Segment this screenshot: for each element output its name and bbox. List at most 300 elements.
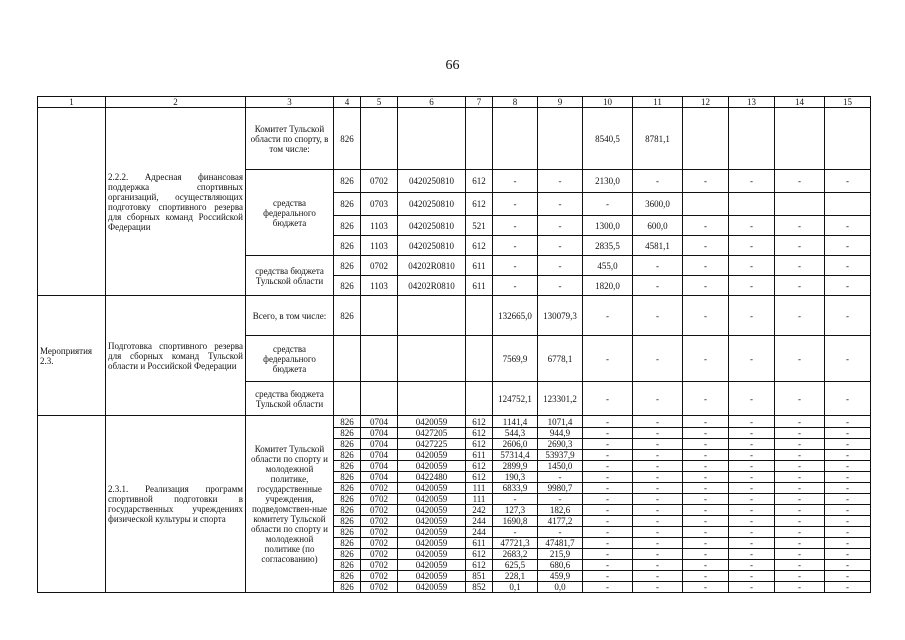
table-cell: 826	[334, 416, 361, 428]
table-cell: -	[729, 483, 775, 494]
table-cell: 0702	[361, 516, 398, 527]
table-cell: -	[583, 472, 633, 483]
table-cell: 0427205	[398, 428, 466, 439]
table-cell: 826	[334, 193, 361, 216]
table-cell: 0420059	[398, 560, 466, 571]
table-cell: -	[538, 193, 583, 216]
table-cell: 0702	[361, 494, 398, 505]
table-cell	[361, 382, 398, 416]
table-cell: 0420059	[398, 461, 466, 472]
table-cell: 0702	[361, 560, 398, 571]
table-cell: 0703	[361, 193, 398, 216]
table-cell: -	[729, 549, 775, 560]
table-cell: 0420059	[398, 494, 466, 505]
table-cell: -	[683, 382, 729, 416]
page-number: 66	[445, 58, 460, 73]
table-cell: -	[775, 416, 825, 428]
table-cell: -	[538, 216, 583, 236]
table-cell: -	[775, 276, 825, 296]
table-cell: 455,0	[583, 256, 633, 276]
table-cell	[729, 108, 775, 170]
table-cell: 612	[466, 472, 493, 483]
table-cell: -	[729, 527, 775, 538]
table-cell: 47481,7	[538, 538, 583, 549]
table-cell: -	[633, 527, 683, 538]
table-cell: -	[633, 549, 683, 560]
table-cell: -	[633, 538, 683, 549]
table-cell: 611	[466, 538, 493, 549]
table-cell	[683, 108, 729, 170]
table-cell: -	[583, 193, 633, 216]
table-cell: -	[825, 582, 871, 593]
table-cell: -	[729, 538, 775, 549]
table-cell: -	[683, 450, 729, 461]
table-cell: 2690,3	[538, 439, 583, 450]
table-cell: 0702	[361, 170, 398, 193]
table-cell: -	[775, 527, 825, 538]
column-header: 1	[38, 97, 106, 108]
table-cell: 625,5	[493, 560, 538, 571]
table-cell: -	[633, 483, 683, 494]
table-cell: -	[538, 236, 583, 256]
table-cell: 0420059	[398, 571, 466, 582]
table-cell: -	[683, 256, 729, 276]
table-cell: 611	[466, 276, 493, 296]
table-cell: 1690,8	[493, 516, 538, 527]
table-cell: -	[729, 428, 775, 439]
table-cell: 0702	[361, 582, 398, 593]
table-cell: -	[493, 193, 538, 216]
table-cell: -	[729, 560, 775, 571]
table-cell: -	[825, 505, 871, 516]
table-cell: -	[633, 494, 683, 505]
column-header: 11	[633, 97, 683, 108]
column-header: 7	[466, 97, 493, 108]
table-cell: 611	[466, 450, 493, 461]
table-cell: 826	[334, 170, 361, 193]
table-cell: 826	[334, 276, 361, 296]
table-cell: -	[493, 527, 538, 538]
table-cell: -	[683, 483, 729, 494]
table-cell: 826	[334, 256, 361, 276]
table-cell: 612	[466, 549, 493, 560]
table-cell: 1141,4	[493, 416, 538, 428]
table-cell: 826	[334, 439, 361, 450]
table-cell: 0702	[361, 538, 398, 549]
table-cell: -	[683, 571, 729, 582]
table-cell: 0420059	[398, 527, 466, 538]
table-cell: -	[583, 538, 633, 549]
table-cell: 612	[466, 170, 493, 193]
table-cell: -	[538, 276, 583, 296]
table-cell: -	[583, 549, 633, 560]
table-cell: -	[825, 472, 871, 483]
table-cell: 6833,9	[493, 483, 538, 494]
table-cell: 0420059	[398, 505, 466, 516]
table-cell: 47721,3	[493, 538, 538, 549]
table-cell: 0420250810	[398, 236, 466, 256]
table-cell: -	[729, 336, 775, 382]
column-header: 8	[493, 97, 538, 108]
table-cell: -	[633, 472, 683, 483]
activity-name: 2.3.1. Реализация программ спортивной подготовки в государственных учреждениях физической культуры и спорта	[106, 416, 246, 593]
table-cell: -	[825, 439, 871, 450]
table-cell	[398, 108, 466, 170]
table-cell: -	[683, 527, 729, 538]
table-cell: -	[583, 416, 633, 428]
table-cell: -	[775, 516, 825, 527]
table-cell: 0420250810	[398, 193, 466, 216]
table-cell: -	[538, 494, 583, 505]
table-cell: -	[683, 461, 729, 472]
table-cell: 826	[334, 516, 361, 527]
table-cell: 190,3	[493, 472, 538, 483]
table-cell: 127,3	[493, 505, 538, 516]
table-cell	[683, 193, 729, 216]
table-cell: -	[729, 472, 775, 483]
table-cell: -	[583, 582, 633, 593]
header-row	[38, 97, 871, 108]
table-cell: -	[583, 336, 633, 382]
table-cell: 228,1	[493, 571, 538, 582]
table-cell	[538, 108, 583, 170]
table-cell: 111	[466, 494, 493, 505]
table-cell: 826	[334, 472, 361, 483]
table-cell: 0420059	[398, 538, 466, 549]
table-cell: -	[683, 416, 729, 428]
table-cell: -	[583, 428, 633, 439]
table-cell: 0702	[361, 483, 398, 494]
table-cell: -	[729, 439, 775, 450]
table-cell: -	[825, 216, 871, 236]
funding-source-regional: средства бюджета Тульской области	[246, 382, 334, 416]
table-cell: -	[775, 472, 825, 483]
table-cell: -	[775, 505, 825, 516]
table-cell: -	[729, 382, 775, 416]
table-cell: 1103	[361, 276, 398, 296]
table-cell: 0420059	[398, 549, 466, 560]
table-cell: -	[825, 538, 871, 549]
table-cell	[361, 336, 398, 382]
table-body	[38, 108, 871, 593]
table-cell: 2683,2	[493, 549, 538, 560]
table-cell: 242	[466, 505, 493, 516]
table-cell: -	[633, 582, 683, 593]
table-cell: 0702	[361, 549, 398, 560]
table-cell: 611	[466, 256, 493, 276]
table-cell: 0704	[361, 472, 398, 483]
table-cell	[361, 296, 398, 336]
table-cell	[825, 108, 871, 170]
table-cell: -	[775, 216, 825, 236]
table-cell: -	[493, 276, 538, 296]
table-cell: -	[825, 494, 871, 505]
table-cell: -	[583, 296, 633, 336]
table-cell: 521	[466, 216, 493, 236]
table-cell: 3600,0	[633, 193, 683, 216]
table-cell: 0420059	[398, 516, 466, 527]
table-cell: -	[633, 516, 683, 527]
table-cell: -	[683, 505, 729, 516]
measure-label: Мероприятия 2.3.	[38, 296, 106, 416]
table-cell: 826	[334, 494, 361, 505]
table-cell: 2606,0	[493, 439, 538, 450]
table-cell	[825, 193, 871, 216]
table-cell: 0702	[361, 571, 398, 582]
table-cell: -	[775, 494, 825, 505]
table-cell: -	[729, 516, 775, 527]
table-cell: 612	[466, 236, 493, 256]
table-cell: -	[775, 461, 825, 472]
table-cell: 0702	[361, 527, 398, 538]
table-cell: 0,0	[538, 582, 583, 593]
table-cell: -	[538, 472, 583, 483]
table-cell: -	[538, 170, 583, 193]
table-cell: -	[493, 256, 538, 276]
table-cell: -	[825, 571, 871, 582]
table-cell: 544,3	[493, 428, 538, 439]
table-cell: 215,9	[538, 549, 583, 560]
table-cell: -	[775, 582, 825, 593]
table-cell	[334, 382, 361, 416]
table-cell: -	[633, 336, 683, 382]
table-cell: 826	[334, 560, 361, 571]
table-cell: -	[633, 256, 683, 276]
table-cell: -	[729, 296, 775, 336]
table-cell: 9980,7	[538, 483, 583, 494]
table-cell: 2835,5	[583, 236, 633, 256]
table-cell: 244	[466, 516, 493, 527]
column-header: 4	[334, 97, 361, 108]
funding-source-regional: средства бюджета Тульской области	[246, 256, 334, 296]
measure-name: Подготовка спортивного резерва для сборных команд Тульской области и Российской Федерации	[106, 296, 246, 416]
table-cell: 53937,9	[538, 450, 583, 461]
column-header: 12	[683, 97, 729, 108]
table-cell: -	[825, 461, 871, 472]
table-cell: 826	[334, 236, 361, 256]
table-cell: -	[775, 549, 825, 560]
table-cell: 826	[334, 108, 361, 170]
table-cell: -	[825, 256, 871, 276]
table-cell: 944,9	[538, 428, 583, 439]
table-cell: -	[683, 170, 729, 193]
table-cell: -	[683, 296, 729, 336]
table-cell: -	[775, 336, 825, 382]
table-cell: -	[633, 296, 683, 336]
table-cell: 0702	[361, 256, 398, 276]
table-cell: 826	[334, 538, 361, 549]
table-cell: 123301,2	[538, 382, 583, 416]
table-cell: 0420059	[398, 450, 466, 461]
table-cell: 0704	[361, 461, 398, 472]
table-cell: -	[633, 461, 683, 472]
table-cell: -	[729, 256, 775, 276]
table-cell: -	[683, 428, 729, 439]
table-cell: -	[583, 439, 633, 450]
table-cell	[775, 193, 825, 216]
table-cell: 0704	[361, 439, 398, 450]
table-cell: 1071,4	[538, 416, 583, 428]
table-cell: -	[583, 527, 633, 538]
table-cell: -	[583, 571, 633, 582]
table-cell: -	[633, 170, 683, 193]
table-cell	[398, 336, 466, 382]
table-cell	[398, 382, 466, 416]
table-cell: -	[683, 582, 729, 593]
table-cell: -	[583, 450, 633, 461]
table-cell	[466, 108, 493, 170]
table-row	[38, 108, 871, 170]
table-row	[38, 296, 871, 336]
table-cell: 0420059	[398, 582, 466, 593]
table-cell: -	[683, 516, 729, 527]
table-cell: -	[683, 549, 729, 560]
table-cell: 612	[466, 560, 493, 571]
table-cell: 826	[334, 582, 361, 593]
table-cell: 7569,9	[493, 336, 538, 382]
column-header: 3	[246, 97, 334, 108]
table-cell: 826	[334, 483, 361, 494]
table-cell: -	[729, 450, 775, 461]
table-cell: 826	[334, 461, 361, 472]
table-cell	[334, 336, 361, 382]
table-cell: -	[775, 236, 825, 256]
table-cell: -	[775, 382, 825, 416]
table-cell: -	[775, 450, 825, 461]
table-cell: 826	[334, 527, 361, 538]
table-cell: -	[729, 461, 775, 472]
table-cell: -	[775, 483, 825, 494]
column-header: 9	[538, 97, 583, 108]
table-cell: -	[633, 439, 683, 450]
table-cell: -	[633, 382, 683, 416]
table-cell: 612	[466, 439, 493, 450]
table-cell: 826	[334, 428, 361, 439]
table-cell: -	[683, 276, 729, 296]
funding-source-federal: средства федерального бюджета	[246, 336, 334, 382]
table-cell: -	[583, 382, 633, 416]
table-row	[38, 416, 871, 428]
table-cell: 8781,1	[633, 108, 683, 170]
activity-name: 2.2.2. Адресная финансовая поддержка спортивных организаций, осуществляющих подготовку спортивного резерва для сборных команд Российской Федерации	[106, 108, 246, 296]
table-cell: -	[729, 236, 775, 256]
table-cell: -	[683, 472, 729, 483]
table-cell: -	[825, 416, 871, 428]
table-cell: -	[683, 236, 729, 256]
table-cell: -	[633, 276, 683, 296]
table-cell: 0704	[361, 416, 398, 428]
table-cell: 0704	[361, 428, 398, 439]
table-cell: -	[825, 382, 871, 416]
table-cell: 1820,0	[583, 276, 633, 296]
table-cell: 04202R0810	[398, 276, 466, 296]
table-cell: -	[825, 236, 871, 256]
table-cell: 57314,4	[493, 450, 538, 461]
table-cell: -	[493, 494, 538, 505]
table-cell: -	[583, 461, 633, 472]
table-cell: 244	[466, 527, 493, 538]
table-cell: 2130,0	[583, 170, 633, 193]
table-cell: -	[683, 336, 729, 382]
table-cell	[398, 296, 466, 336]
table-cell: 459,9	[538, 571, 583, 582]
table-cell: 680,6	[538, 560, 583, 571]
table-cell: -	[775, 538, 825, 549]
table-cell: 851	[466, 571, 493, 582]
table-cell: -	[775, 560, 825, 571]
table-cell: -	[825, 296, 871, 336]
table-cell: 0420059	[398, 416, 466, 428]
column-header: 2	[106, 97, 246, 108]
total-label: Всего, в том числе:	[246, 296, 334, 336]
table-cell: 1450,0	[538, 461, 583, 472]
table-cell: -	[729, 571, 775, 582]
table-cell: -	[729, 170, 775, 193]
table-cell: 0420059	[398, 483, 466, 494]
table-cell	[466, 336, 493, 382]
table-cell: -	[729, 276, 775, 296]
table-cell: 1103	[361, 216, 398, 236]
table-cell: -	[633, 450, 683, 461]
table-cell: 852	[466, 582, 493, 593]
table-cell: 6778,1	[538, 336, 583, 382]
table-cell: -	[825, 170, 871, 193]
activity-cell	[38, 416, 106, 593]
table-cell: 0702	[361, 505, 398, 516]
table-cell: -	[683, 439, 729, 450]
table-cell	[729, 193, 775, 216]
table-cell: 826	[334, 216, 361, 236]
table-cell: -	[633, 428, 683, 439]
table-cell: 612	[466, 461, 493, 472]
table-cell: -	[633, 571, 683, 582]
responsible-org: Комитет Тульской области по спорту, в том числе:	[246, 108, 334, 170]
table-cell: -	[729, 216, 775, 236]
table-cell: 612	[466, 416, 493, 428]
table-cell: 0704	[361, 450, 398, 461]
table-cell	[775, 108, 825, 170]
table-cell: -	[633, 560, 683, 571]
table-cell: -	[775, 256, 825, 276]
responsible-org: Комитет Тульской области по спорту и молодежной политике, государственные учреждения, подведомствен-ные комитету Тульской области по спорту и молодежной политике (по согласованию)	[246, 416, 334, 593]
table-cell: -	[825, 428, 871, 439]
column-header: 5	[361, 97, 398, 108]
table-cell: -	[683, 216, 729, 236]
table-cell: -	[729, 505, 775, 516]
table-cell: -	[493, 216, 538, 236]
table-cell	[466, 296, 493, 336]
table-cell: 0422480	[398, 472, 466, 483]
table-cell: 8540,5	[583, 108, 633, 170]
column-header: 13	[729, 97, 775, 108]
table-cell: -	[729, 582, 775, 593]
budget-table	[37, 96, 871, 593]
table-cell: -	[825, 450, 871, 461]
table-cell: 826	[334, 571, 361, 582]
table-cell: -	[633, 505, 683, 516]
table-cell: -	[729, 416, 775, 428]
table-cell	[361, 108, 398, 170]
table-cell: -	[583, 516, 633, 527]
table-cell: -	[538, 527, 583, 538]
table-cell: 4177,2	[538, 516, 583, 527]
table-cell: 826	[334, 450, 361, 461]
table-cell: 0420250810	[398, 170, 466, 193]
table-cell: -	[825, 527, 871, 538]
table-cell: -	[825, 560, 871, 571]
table-cell: -	[825, 516, 871, 527]
table-cell	[493, 108, 538, 170]
